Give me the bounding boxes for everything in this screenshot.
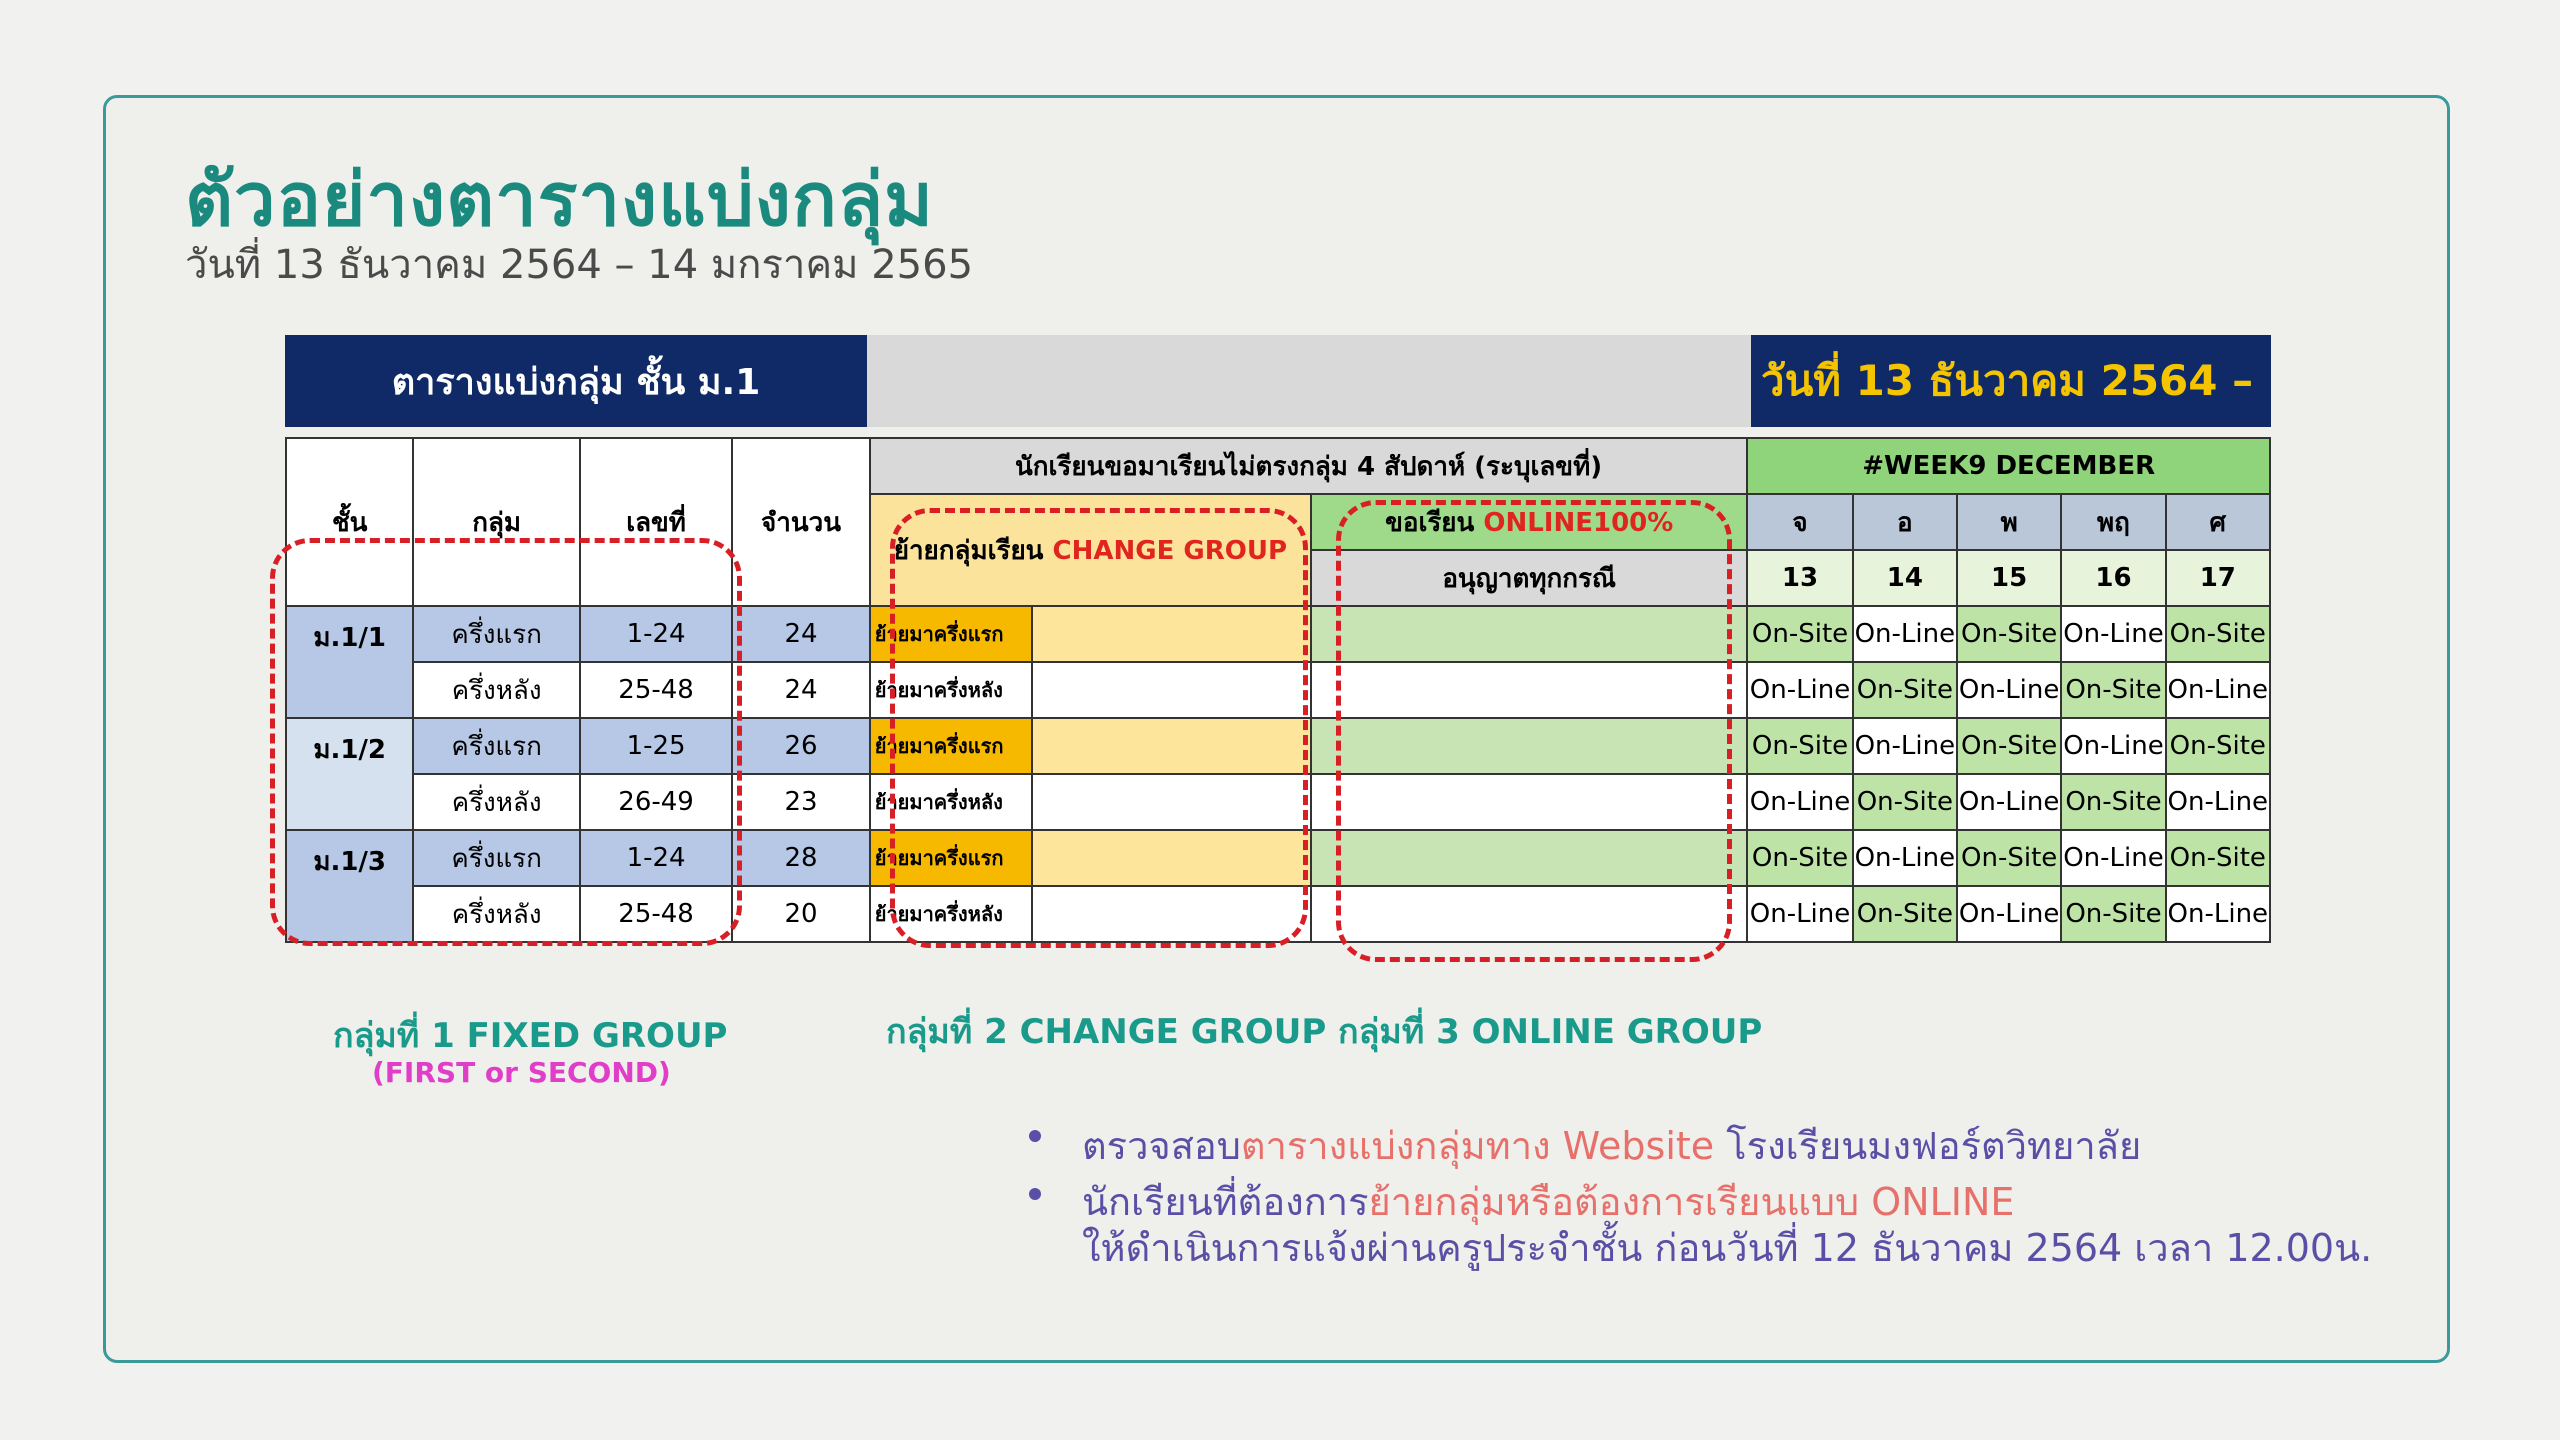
count-cell: 28: [732, 830, 869, 886]
number-cell: 1-24: [580, 606, 732, 662]
col-number-header: เลขที่: [580, 438, 732, 606]
schedule-cell: On-Line: [2061, 830, 2165, 886]
fixed-group-outline: [270, 538, 742, 946]
bullet-dot: [1029, 1130, 1041, 1142]
schedule-cell: On-Line: [1853, 830, 1957, 886]
schedule-cell: On-Site: [1747, 718, 1852, 774]
count-cell: 23: [732, 774, 869, 830]
col-group-header: กลุ่ม: [413, 438, 579, 606]
schedule-cell: On-Site: [1957, 718, 2061, 774]
week-header: #WEEK9 DECEMBER: [1747, 438, 2270, 494]
group-cell: ครึ่งหลัง: [413, 774, 579, 830]
request-header: นักเรียนขอมาเรียนไม่ตรงกลุ่ม 4 สัปดาห์ (ระบุเลขที่): [870, 438, 1748, 494]
change-tag: ย้ายมาครึ่งแรก: [870, 830, 1032, 886]
change-group-outline: [890, 508, 1308, 948]
number-cell: 25-48: [580, 886, 732, 942]
page-title: ตัวอย่างตารางแบ่งกลุ่ม: [185, 157, 934, 243]
number-cell: 25-48: [580, 662, 732, 718]
date-14: 14: [1853, 550, 1957, 606]
schedule-cell: On-Line: [1747, 886, 1852, 942]
number-cell: 26-49: [580, 774, 732, 830]
day-tue: อ: [1853, 494, 1957, 550]
group-cell: ครึ่งหลัง: [413, 886, 579, 942]
group2-label: กลุ่มที่ 2 CHANGE GROUP: [886, 1012, 1327, 1052]
grade-cell: ม.1/1: [286, 606, 413, 718]
online-subheader: อนุญาตทุกกรณี: [1311, 550, 1747, 606]
table-title-spacer: [867, 335, 1751, 427]
online-th: ขอเรียน: [1385, 507, 1484, 538]
group-cell: ครึ่งแรก: [413, 606, 579, 662]
change-tag: ย้ายมาครึ่งแรก: [870, 606, 1032, 662]
schedule-cell: On-Site: [2166, 606, 2270, 662]
count-cell: 24: [732, 662, 869, 718]
note-1-b: ตารางแบ่งกลุ่มทาง Website: [1240, 1124, 1715, 1168]
schedule-cell: On-Site: [1957, 606, 2061, 662]
note-2-b: ย้ายกลุ่มหรือต้องการเรียนแบบ ONLINE: [1368, 1180, 2015, 1224]
schedule-cell: On-Site: [2061, 662, 2165, 718]
table-title-left: ตารางแบ่งกลุ่ม ชั้น ม.1: [285, 335, 867, 427]
table-title-right: วันที่ 13 ธันวาคม 2564 –: [1751, 335, 2271, 427]
change-group-th: ย้ายกลุ่มเรียน: [893, 535, 1053, 566]
day-fri: ศ: [2166, 494, 2270, 550]
change-tag: ย้ายมาครึ่งหลัง: [870, 774, 1032, 830]
group1-label: กลุ่มที่ 1 FIXED GROUP: [333, 1016, 728, 1056]
schedule-cell: On-Site: [1957, 830, 2061, 886]
note-1: [1020, 1118, 2372, 1174]
schedule-cell: On-Site: [2166, 718, 2270, 774]
grade-cell: ม.1/2: [286, 718, 413, 830]
schedule-cell: On-Site: [2061, 774, 2165, 830]
col-grade-header: ชั้น: [286, 438, 413, 606]
schedule-cell: On-Line: [1747, 662, 1852, 718]
change-tag: ย้ายมาครึ่งหลัง: [870, 662, 1032, 718]
group-cell: ครึ่งแรก: [413, 830, 579, 886]
notes-list: [1020, 1118, 2372, 1276]
count-cell: 24: [732, 606, 869, 662]
bullet-dot: [1029, 1188, 1041, 1200]
day-thu: พฤ: [2061, 494, 2165, 550]
schedule-cell: On-Site: [1853, 886, 1957, 942]
group3-label: กลุ่มที่ 3 ONLINE GROUP: [1338, 1012, 1763, 1052]
schedule-cell: On-Site: [1747, 830, 1852, 886]
schedule-cell: On-Site: [1853, 662, 1957, 718]
col-count-header: จำนวน: [732, 438, 869, 606]
day-wed: พ: [1957, 494, 2061, 550]
date-13: 13: [1747, 550, 1852, 606]
note-1-a: ตรวจสอบ: [1082, 1124, 1241, 1168]
count-cell: 26: [732, 718, 869, 774]
schedule-cell: On-Line: [2166, 774, 2270, 830]
schedule-cell: On-Line: [2166, 662, 2270, 718]
number-cell: 1-25: [580, 718, 732, 774]
number-cell: 1-24: [580, 830, 732, 886]
schedule-cell: On-Line: [1853, 606, 1957, 662]
count-cell: 20: [732, 886, 869, 942]
schedule-cell: On-Line: [1957, 774, 2061, 830]
note-2-line2: ให้ดำเนินการแจ้งผ่านครูประจำชั้น ก่อนวันที่ 12 ธันวาคม 2564 เวลา 12.00น.: [1082, 1226, 2373, 1270]
group-cell: ครึ่งหลัง: [413, 662, 579, 718]
schedule-cell: On-Site: [2061, 886, 2165, 942]
date-16: 16: [2061, 550, 2165, 606]
online-group-outline: [1336, 500, 1732, 962]
schedule-cell: On-Line: [1957, 886, 2061, 942]
date-15: 15: [1957, 550, 2061, 606]
note-1-c: โรงเรียนมงฟอร์ตวิทยาลัย: [1714, 1124, 2142, 1168]
group1-sublabel: (FIRST or SECOND): [372, 1056, 671, 1089]
page-subtitle: วันที่ 13 ธันวาคม 2564 – 14 มกราคม 2565: [185, 242, 974, 288]
group-cell: ครึ่งแรก: [413, 718, 579, 774]
schedule-cell: On-Site: [1853, 774, 1957, 830]
schedule-cell: On-Line: [1957, 662, 2061, 718]
change-tag: ย้ายมาครึ่งหลัง: [870, 886, 1032, 942]
day-mon: จ: [1747, 494, 1852, 550]
change-tag: ย้ายมาครึ่งแรก: [870, 718, 1032, 774]
grade-cell: ม.1/3: [286, 830, 413, 942]
schedule-cell: On-Line: [1747, 774, 1852, 830]
schedule-cell: On-Line: [2166, 886, 2270, 942]
schedule-cell: On-Line: [2061, 606, 2165, 662]
online-en: ONLINE100%: [1483, 507, 1674, 538]
schedule-cell: On-Line: [1853, 718, 1957, 774]
schedule-cell: On-Site: [2166, 830, 2270, 886]
change-group-en: CHANGE GROUP: [1052, 535, 1288, 566]
date-17: 17: [2166, 550, 2270, 606]
schedule-cell: On-Line: [2061, 718, 2165, 774]
schedule-cell: On-Site: [1747, 606, 1852, 662]
note-2-a: นักเรียนที่ต้องการ: [1082, 1180, 1369, 1224]
